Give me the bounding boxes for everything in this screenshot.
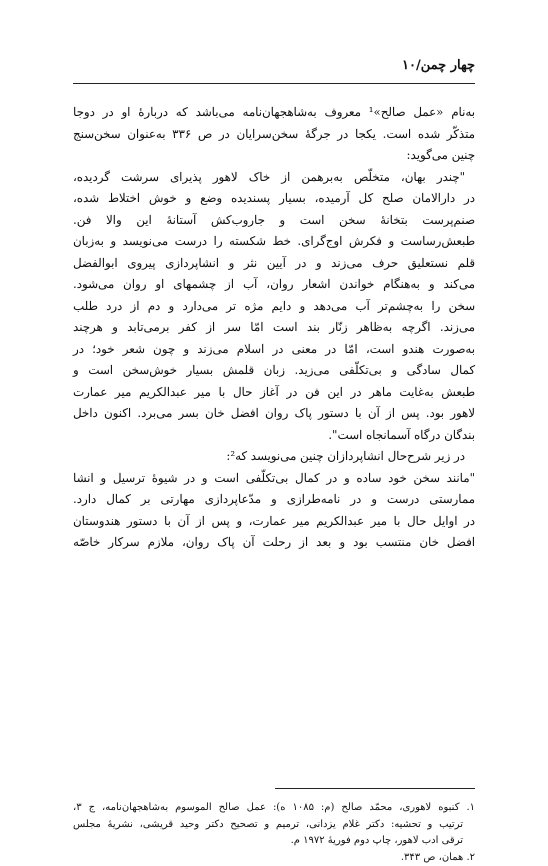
quote-line: ممارستی درست و در نامه‌طرازی و مدّعاپردازی مهارتی بر کمال دارد.	[73, 489, 475, 511]
quote-line: به‌صورت هندو است، امّا در معنی در اسلام می‌زند و چون شعر خود؛ در	[73, 339, 475, 361]
footnote-rule	[275, 788, 475, 789]
header-rule	[73, 83, 475, 84]
quote-line: "چندر بهان، متخلّص به‌برهمن از خاک لاهور پذیرای سرشت گردیده،	[73, 167, 465, 189]
quote-line: طبعش‌رساست و فکرش اوج‌گرای. خط شکسته را درست می‌نویسد و به‌زبان	[73, 231, 475, 253]
quote-line: در دارالامان صلح کل آرمیده، بسیار پسندیده وضع و خوش اختلاط شده،	[73, 188, 475, 210]
quote-line: می‌کند و به‌هنگام خواندن اشعار روان، آب از چشمهای او روان می‌شود.	[73, 274, 475, 296]
quote-line: سخن را به‌چشم‌تر آب می‌دهد و دایم مژه تر می‌دارد و دم از درد طلب	[73, 296, 475, 318]
quote-line: در اوایل حال با میر عبدالکریم میر عمارت، و پس از آن با دستور هندوستان	[73, 511, 475, 533]
footnote-line: ترقی ادب لاهور، چاپ دوم فوریهٔ ۱۹۷۲ م.	[73, 833, 463, 850]
text-line: چنین می‌گوید:	[73, 145, 475, 167]
quote-line: صنم‌پرست بتخانهٔ سخن است و جاروب‌کش آستانهٔ این والا فن.	[73, 210, 475, 232]
footnote-line: ترتیب و تحشیه: دکتر غلام یزدانی، ترمیم و تصحیح دکتر وحید قریشی، نشریهٔ مجلس	[73, 817, 463, 834]
footnote-line: ۱. کنبوه لاهوری، محمّد صالح (م: ۱۰۸۵ ه): عمل صالح الموسوم به‌شاهجهان‌نامه، ج ۳،	[73, 800, 475, 817]
quote-line: افضل خان منتسب بود و بعد از رحلت آن پاک روان، ملازم سرکار خاصّه	[73, 532, 475, 554]
footnotes	[73, 800, 475, 866]
quote-line: کمال سادگی و بی‌تکلّفی می‌زید. زبان قلمش بسیار خوش‌سخن است و	[73, 360, 475, 382]
quote-line: طبعش به‌غایت ماهر در این فن در آغاز حال با میر عبدالکریم میر عمارت	[73, 382, 475, 404]
quote-line: قلم نستعلیق حرف می‌زند و در آیین نثر و انشاپردازی پیروی ابوالفضل	[73, 253, 475, 275]
running-header: چهار چمن/۱۰	[402, 56, 475, 76]
footnote-line: ۲. همان، ص ۳۴۳.	[73, 850, 475, 866]
body-text	[73, 102, 475, 554]
quote-line: بندگان درگاه آسمانجاه است".	[73, 425, 475, 447]
text-line: متذکّر شده است. یکجا در جرگهٔ سخن‌سرایان در ص ۳۳۶ به‌عنوان سخن‌سنج	[73, 124, 475, 146]
text-line: به‌نام «عمل صالح»¹ معروف به‌شاهجهان‌نامه می‌باشد که دربارهٔ او در دوجا	[73, 102, 475, 124]
text-line: در زیر شرح‌حال انشاپردازان چنین می‌نویسد که²:	[73, 446, 465, 468]
quote-line: می‌زند. اگرچه به‌ظاهر زنّار بند است امّا سر از کفر برمی‌تابد و هرچند	[73, 317, 475, 339]
quote-line: لاهور بود. پس از آن با دستور پاک روان افضل خان بسر می‌برد. اکنون داخل	[73, 403, 475, 425]
quote-line: "مانند سخن خود ساده و در کمال بی‌تکلّفی است و در شیوهٔ ترسیل و انشا	[73, 468, 475, 490]
